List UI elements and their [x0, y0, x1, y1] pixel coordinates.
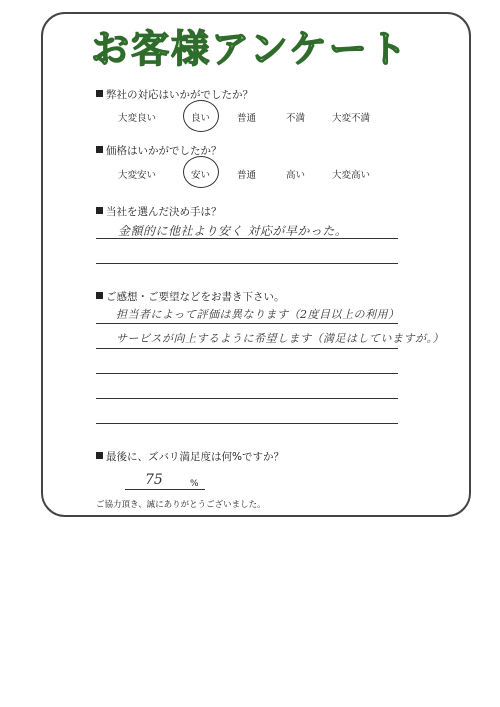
q1-option-2[interactable]: 良い	[191, 113, 211, 124]
satisfaction-value: 75	[145, 472, 163, 488]
question-2-label: 価格はいかがでしたか？	[106, 145, 222, 157]
square-bullet-icon	[96, 90, 103, 97]
square-bullet-icon	[96, 207, 103, 214]
answer-line	[96, 423, 398, 424]
question-3	[96, 204, 222, 219]
question-5-label: 最後に、ズバリ満足度は何%ですか？	[106, 451, 284, 463]
q3-handwritten-answer: 金額的に他社より安く 対応が早かった。	[118, 224, 348, 238]
q1-option-5[interactable]: 大変不満	[332, 113, 371, 124]
question-2-options	[110, 167, 390, 181]
q1-option-1[interactable]: 大変良い	[118, 113, 157, 124]
answer-line	[96, 348, 398, 349]
answer-line	[96, 398, 398, 399]
selection-circle	[183, 156, 219, 188]
square-bullet-icon	[96, 292, 103, 299]
answer-line	[96, 238, 398, 239]
question-4	[96, 289, 285, 304]
q4-handwritten-line-1: 担当者によって評価は異なります（2度目以上の利用）	[116, 308, 400, 321]
answer-line	[96, 323, 398, 324]
q2-option-4[interactable]: 高い	[286, 170, 306, 181]
square-bullet-icon	[96, 452, 103, 459]
question-1-label: 弊社の対応はいかがでしたか？	[106, 89, 253, 101]
question-4-label: ご感想・ご要望などをお書き下さい。	[106, 291, 285, 303]
q2-option-5[interactable]: 大変高い	[332, 170, 371, 181]
question-1-options	[110, 110, 390, 124]
q2-option-3[interactable]: 普通	[237, 170, 257, 181]
question-1	[96, 87, 253, 102]
selection-circle	[183, 100, 219, 132]
answer-line	[96, 263, 398, 264]
answer-line	[96, 373, 398, 374]
thank-you-footer: ご協力頂き、誠にありがとうございました。	[96, 500, 266, 510]
question-3-label: 当社を選んだ決め手は？	[106, 206, 222, 218]
q2-option-1[interactable]: 大変安い	[118, 170, 157, 181]
q1-option-3[interactable]: 普通	[237, 113, 257, 124]
survey-title: お客様アンケート	[91, 27, 409, 71]
q2-option-2[interactable]: 安い	[191, 170, 211, 181]
square-bullet-icon	[96, 146, 103, 153]
percent-unit: %	[190, 479, 199, 489]
question-5	[96, 449, 284, 464]
q4-handwritten-line-2: サービスが向上するように希望します（満足はしていますが。）	[116, 332, 444, 345]
satisfaction-underline	[125, 489, 205, 490]
q1-option-4[interactable]: 不満	[286, 113, 306, 124]
